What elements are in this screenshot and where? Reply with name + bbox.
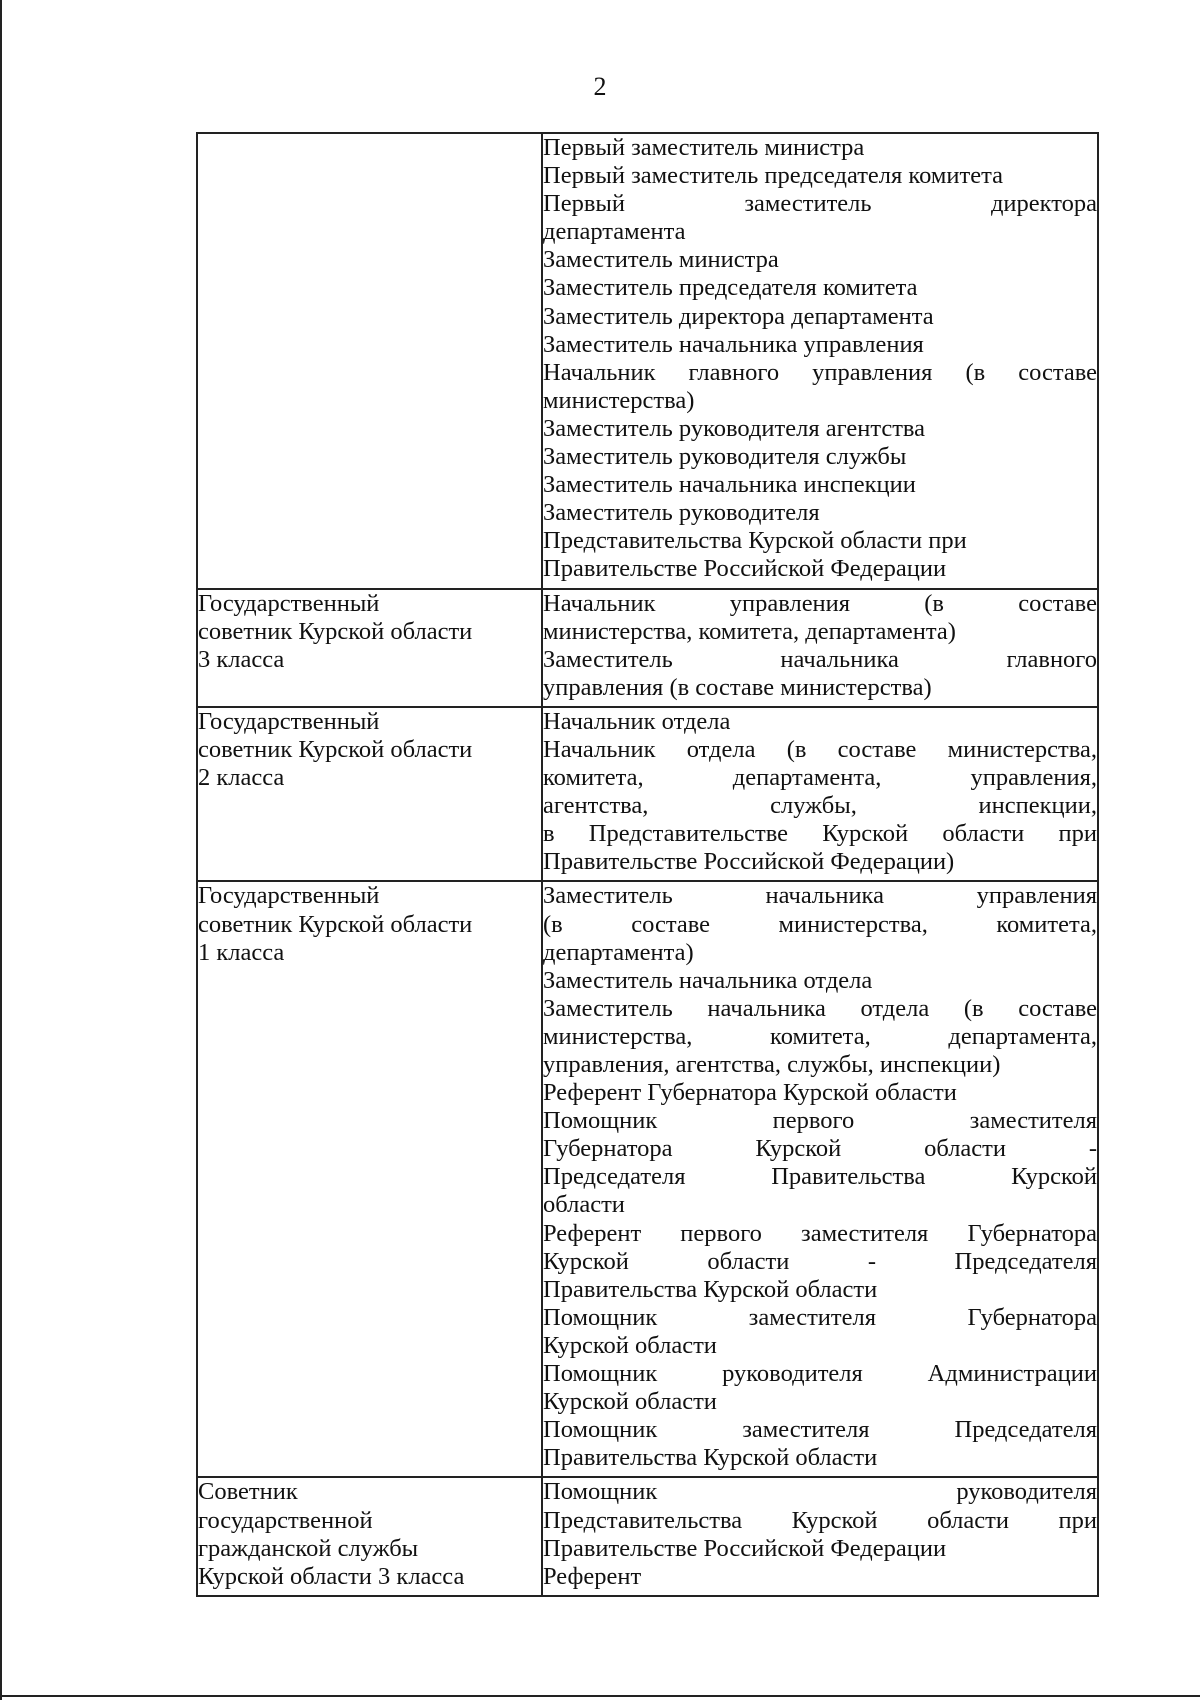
cell-spacer [543,876,1097,880]
position-line: министерства) [543,386,695,414]
position-line: Заместитель руководителя агентства [543,414,926,442]
position-line: комитета, департамента, управления, [543,764,1097,792]
position-line: министерства, комитета, департамента, [543,1022,1097,1050]
position-line: департамента) [543,938,694,966]
position-line: Заместитель министра [543,246,779,274]
position-line: Заместитель начальника управления [543,882,1097,910]
table-row [197,133,1098,589]
positions-cell [542,1477,1098,1595]
position-line: Губернатора Курской области - [543,1135,1097,1163]
rank-line: Государственный [198,589,380,617]
rank-line: советник Курской области [198,617,473,645]
position-line: Заместитель председателя комитета [543,274,918,302]
position-line: Правительства Курской области [543,1444,878,1472]
position-line: Первый заместитель министра [543,134,865,161]
rank-cell [197,707,542,882]
table-row [197,707,1098,882]
position-line: Начальник отдела (в составе министерства, [543,735,1097,763]
position-line: Заместитель начальника отдела (в составе [543,994,1097,1022]
position-line: Представительства Курской области при [543,1506,1097,1534]
position-line: Помощник заместителя Председателя [543,1416,1097,1444]
position-line: Первый заместитель председателя комитета [543,162,1003,190]
position-line: Представительства Курской области при [543,527,967,555]
position-line: Правительстве Российской Федерации) [543,848,955,876]
cell-spacer [543,584,1097,588]
rank-line: гражданской службы [198,1534,419,1562]
position-line: Референт Губернатора Курской области [543,1079,957,1107]
position-line: агентства, службы, инспекции, [543,792,1097,820]
position-line: департамента [543,218,686,246]
scan-border-left [0,0,2,1700]
position-line: области [543,1191,625,1219]
positions-cell [542,589,1098,707]
rank-line: Советник [198,1478,298,1506]
rank-line: советник Курской области [198,910,473,938]
position-line: Заместитель начальника инспекции [543,471,916,499]
table-row [197,881,1098,1477]
rank-line: государственной [198,1506,373,1534]
position-line: Помощник руководителя [543,1478,1097,1506]
position-line: Курской области [543,1331,717,1359]
position-line: Председателя Правительства Курской [543,1163,1097,1191]
position-line: Правительстве Российской Федерации [543,1534,947,1562]
table-row [197,589,1098,707]
position-line: Референт [543,1562,642,1590]
rank-cell [197,881,542,1477]
position-line: Курской области [543,1388,717,1416]
scan-border-bottom [0,1695,1200,1697]
position-line: Помощник заместителя Губернатора [543,1303,1097,1331]
rank-cell [197,589,542,707]
positions-cell [542,133,1098,589]
position-line: Курской области - Председателя [543,1247,1097,1275]
rank-line: 3 класса [198,645,285,673]
position-line: управления (в составе министерства) [543,673,932,701]
position-line: министерства, комитета, департамента) [543,617,956,645]
rank-line: Государственный [198,882,380,910]
position-line: Начальник управления (в составе [543,589,1097,617]
ranks-positions-table [196,132,1099,1597]
position-line: Заместитель руководителя [543,499,820,527]
position-line: Помощник руководителя Администрации [543,1360,1097,1388]
position-line: Заместитель начальника управления [543,330,924,358]
position-line: Помощник первого заместителя [543,1107,1097,1135]
position-line: в Представительстве Курской области при [543,820,1097,848]
position-line: управления, агентства, службы, инспекции) [543,1051,1001,1078]
position-line: Начальник отдела [543,707,731,735]
positions-cell [542,881,1098,1477]
position-line: Правительства Курской области [543,1275,878,1303]
rank-line: 2 класса [198,764,285,792]
rank-cell [197,1477,542,1595]
position-line: Заместитель директора департамента [543,302,934,330]
position-line: Заместитель начальника отдела [543,966,873,994]
rank-line: 1 класса [198,938,285,966]
cell-spacer [543,1472,1097,1476]
page-number: 2 [593,72,607,101]
rank-line: Курской области 3 класса [198,1562,465,1590]
positions-cell [542,707,1098,882]
rank-cell [197,133,542,589]
position-line: (в составе министерства, комитета, [543,910,1097,938]
position-line: Правительстве Российской Федерации [543,555,947,583]
position-line: Первый заместитель директора [543,190,1097,218]
table-row [197,1477,1098,1595]
position-line: Референт первого заместителя Губернатора [543,1219,1097,1247]
position-line: Заместитель руководителя службы [543,443,907,471]
rank-line: советник Курской области [198,735,473,763]
position-line: Начальник главного управления (в составе [543,358,1097,386]
rank-line: Государственный [198,707,380,735]
position-line: Заместитель начальника главного [543,645,1097,673]
cell-spacer [543,1591,1097,1595]
cell-spacer [543,702,1097,706]
